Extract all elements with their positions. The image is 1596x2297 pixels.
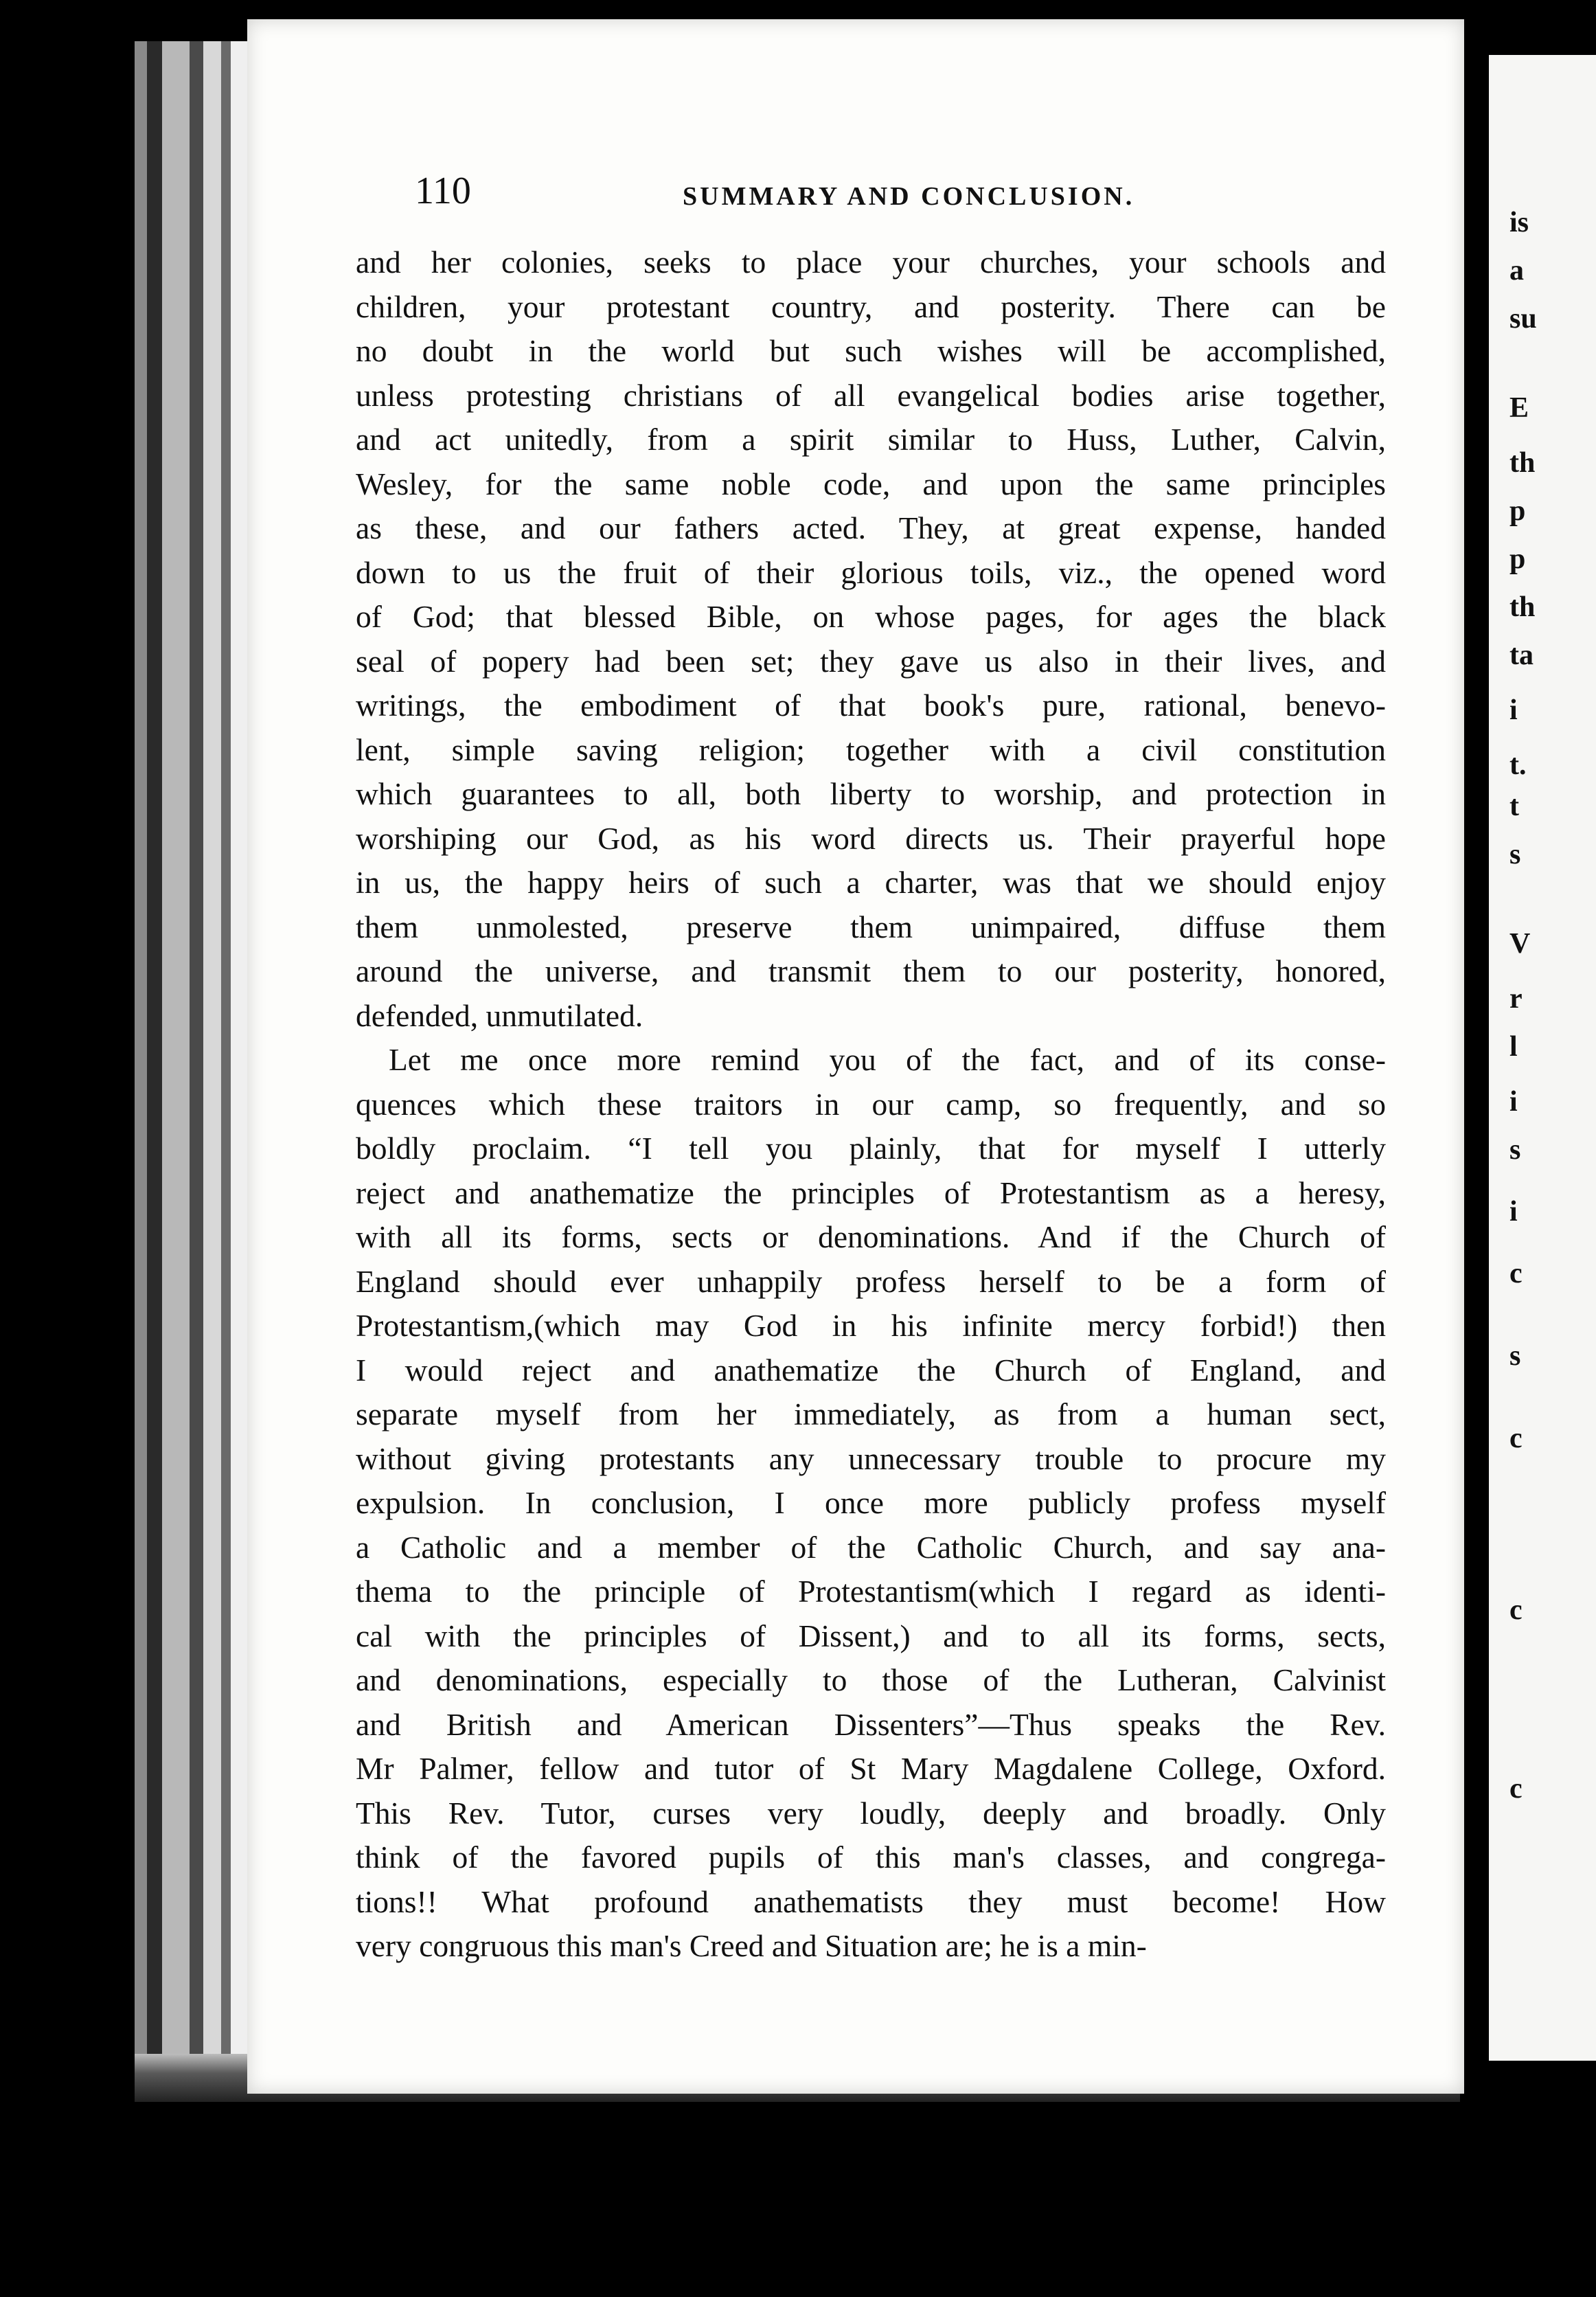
text-line: them unmolested, preserve them unimpaired, diffuse them <box>356 909 1386 944</box>
text-line: think of the favored pupils of this man's classes, and congrega- <box>356 1840 1386 1875</box>
text-line: This Rev. Tutor, curses very loudly, deeply and broadly. Only <box>356 1795 1386 1831</box>
text-line: children, your protestant country, and posterity. There can be <box>356 288 1386 324</box>
text-line: a Catholic and a member of the Catholic Church, and say ana- <box>356 1529 1386 1565</box>
adjacent-page-text-fragment: p <box>1509 543 1526 575</box>
adjacent-page-text-fragment: c <box>1509 1594 1523 1626</box>
text-line: I would reject and anathematize the Church of England, and <box>356 1352 1386 1388</box>
adjacent-page-text-fragment: s <box>1509 1134 1521 1166</box>
adjacent-page-text-fragment: su <box>1509 303 1537 335</box>
text-line: around the universe, and transmit them to our posterity, honored, <box>356 953 1386 988</box>
adjacent-page-text-fragment: ta <box>1509 640 1534 671</box>
adjacent-page-text-fragment: i <box>1509 1086 1518 1118</box>
running-title: SUMMARY AND CONCLUSION. <box>683 182 1135 211</box>
text-line: down to us the fruit of their glorious toils, viz., the opened word <box>356 554 1386 590</box>
text-line: Wesley, for the same noble code, and upon the same principles <box>356 466 1386 501</box>
adjacent-page-text-fragment: th <box>1509 591 1536 623</box>
text-line: of God; that blessed Bible, on whose pages, for ages the black <box>356 599 1386 634</box>
adjacent-page-text-fragment: c <box>1509 1258 1523 1289</box>
adjacent-page-text-fragment: s <box>1509 839 1521 870</box>
page-header <box>415 169 1390 224</box>
page-number: 110 <box>415 170 471 212</box>
binding-edge <box>147 41 162 2054</box>
text-line: which guarantees to all, both liberty to worship, and protection in <box>356 776 1386 811</box>
adjacent-page-text-fragment: V <box>1509 928 1531 960</box>
adjacent-page-text-fragment: i <box>1509 1196 1518 1227</box>
text-line: without giving protestants any unnecessary trouble to procure my <box>356 1440 1386 1476</box>
text-line: as these, and our fathers acted. They, at great expense, handed <box>356 510 1386 545</box>
adjacent-page-text-fragment: E <box>1509 392 1529 424</box>
adjacent-page-edge <box>1489 55 1596 2061</box>
text-line: defended, unmutilated. <box>356 997 643 1033</box>
text-line: no doubt in the world but such wishes will be accomplished, <box>356 333 1386 368</box>
text-line: tions!! What profound anathematists they must become! How <box>356 1883 1386 1919</box>
text-line: reject and anathematize the principles of Protestantism as a heresy, <box>356 1175 1386 1210</box>
adjacent-page-text-fragment: r <box>1509 983 1523 1015</box>
text-line: England should ever unhappily profess herself to be a form of <box>356 1263 1386 1299</box>
text-line: with all its forms, sects or denominations. And if the Church of <box>356 1219 1386 1254</box>
text-line: cal with the principles of Dissent,) and to all its forms, sects, <box>356 1618 1386 1653</box>
binding-edge <box>135 41 147 2054</box>
text-line: thema to the principle of Protestantism(which I regard as identi- <box>356 1574 1386 1609</box>
text-line: Mr Palmer, fellow and tutor of St Mary Magdalene College, Oxford. <box>356 1751 1386 1786</box>
text-line: lent, simple saving religion; together with a civil constitution <box>356 732 1386 767</box>
text-line: and her colonies, seeks to place your churches, your schools and <box>356 245 1386 280</box>
binding-edge <box>231 41 249 2054</box>
adjacent-page-text-fragment: c <box>1509 1773 1523 1804</box>
text-line: in us, the happy heirs of such a charter, was that we should enjoy <box>356 865 1386 900</box>
text-line: quences which these traitors in our camp, so frequently, and so <box>356 1086 1386 1122</box>
text-line: worshiping our God, as his word directs us. Their prayerful hope <box>356 820 1386 856</box>
adjacent-page-text-fragment: l <box>1509 1031 1518 1063</box>
text-line: Protestantism,(which may God in his infinite mercy forbid!) then <box>356 1308 1386 1343</box>
adjacent-page-text-fragment: s <box>1509 1340 1521 1372</box>
adjacent-page-text-fragment: i <box>1509 694 1518 726</box>
text-line: unless protesting christians of all evangelical bodies arise together, <box>356 377 1386 413</box>
text-line: very congruous this man's Creed and Situation are; he is a min- <box>356 1928 1147 1963</box>
adjacent-page-text-fragment: p <box>1509 495 1526 527</box>
binding-edge <box>162 41 190 2054</box>
binding-edge <box>190 41 203 2054</box>
adjacent-page-text-fragment: t <box>1509 791 1519 822</box>
text-line: expulsion. In conclusion, I once more publicly profess myself <box>356 1485 1386 1520</box>
body-text <box>356 240 1386 1969</box>
text-line: separate myself from her immediately, as from a human sect, <box>356 1396 1386 1432</box>
text-line: and act unitedly, from a spirit similar to Huss, Luther, Calvin, <box>356 422 1386 457</box>
text-line: and British and American Dissenters”—Thus speaks the Rev. <box>356 1706 1386 1742</box>
binding-edge <box>221 41 231 2054</box>
adjacent-page-text-fragment: is <box>1509 207 1529 238</box>
adjacent-page-text-fragment: a <box>1509 255 1524 286</box>
adjacent-page-text-fragment: c <box>1509 1423 1523 1454</box>
adjacent-page-text-fragment: t. <box>1509 749 1527 781</box>
text-line: boldly proclaim. “I tell you plainly, that for myself I utterly <box>356 1131 1386 1166</box>
text-line: and denominations, especially to those of the Lutheran, Calvinist <box>356 1662 1386 1697</box>
adjacent-page-text-fragment: th <box>1509 447 1536 479</box>
binding-edge <box>203 41 221 2054</box>
text-line: seal of popery had been set; they gave us also in their lives, and <box>356 643 1386 679</box>
text-line: writings, the embodiment of that book's pure, rational, benevo- <box>356 688 1386 723</box>
text-line: Let me once more remind you of the fact, and of its conse- <box>389 1042 1386 1077</box>
